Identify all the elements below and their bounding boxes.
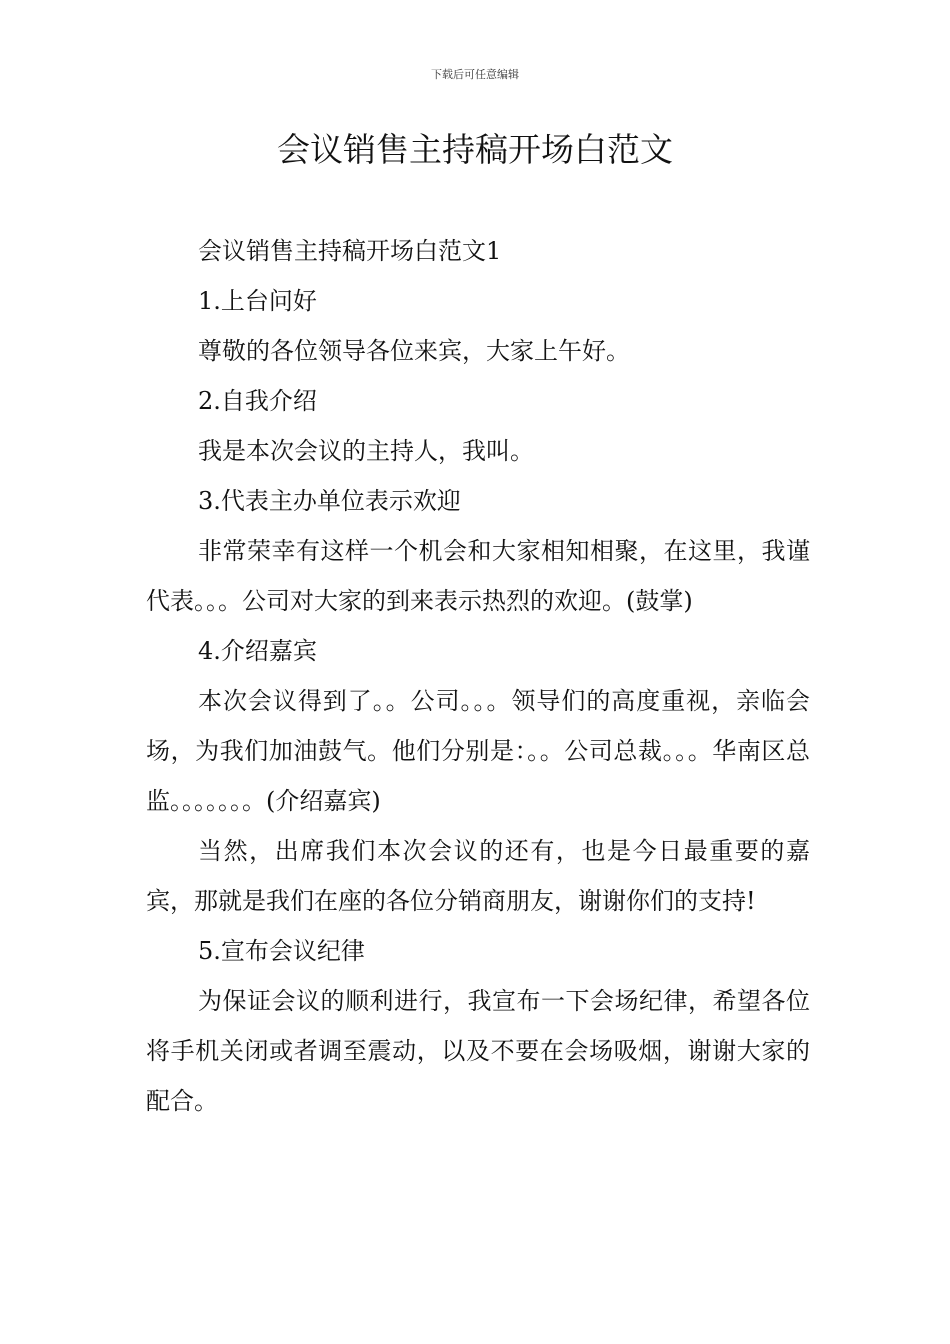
step-heading-guests: 4.介绍嘉宾 — [198, 637, 317, 665]
document-body — [146, 226, 810, 1126]
paragraph-self-intro: 我是本次会议的主持人，我叫。 — [198, 437, 534, 465]
step-heading-discipline: 5.宣布会议纪律 — [198, 937, 365, 965]
paragraph-welcome: 非常荣幸有这样一个机会和大家相知相聚，在这里，我谨代表。。。公司对大家的到来表示热烈的欢迎。(鼓掌) — [146, 537, 810, 615]
document-title: 会议销售主持稿开场白范文 — [277, 130, 673, 169]
header-note: 下载后可任意编辑 — [431, 68, 519, 81]
step-heading-self-intro: 2.自我介绍 — [198, 387, 317, 415]
step-heading-greeting: 1.上台问好 — [198, 287, 317, 315]
paragraph-discipline: 为保证会议的顺利进行，我宣布一下会场纪律，希望各位将手机关闭或者调至震动，以及不要在会场吸烟，谢谢大家的配合。 — [146, 987, 810, 1115]
paragraph-distributors: 当然，出席我们本次会议的还有，也是今日最重要的嘉宾，那就是我们在座的各位分销商朋友，谢谢你们的支持! — [146, 837, 810, 915]
section-heading: 会议销售主持稿开场白范文1 — [198, 237, 502, 265]
paragraph-greeting: 尊敬的各位领导各位来宾，大家上午好。 — [198, 337, 630, 365]
paragraph-guests: 本次会议得到了。。公司。。。领导们的高度重视，亲临会场，为我们加油鼓气。他们分别是：。。公司总裁。。。华南区总监。。。。。。。(介绍嘉宾) — [146, 687, 810, 815]
step-heading-welcome: 3.代表主办单位表示欢迎 — [198, 487, 461, 515]
